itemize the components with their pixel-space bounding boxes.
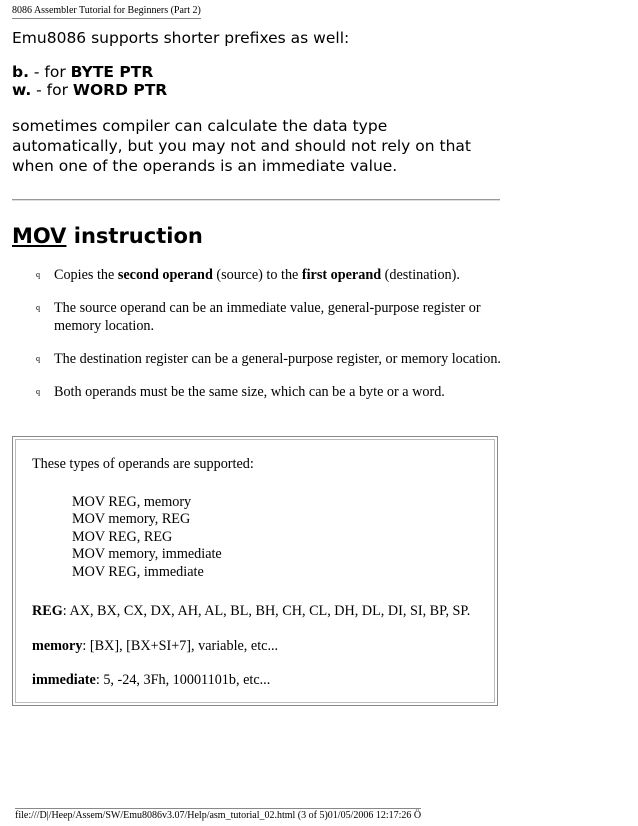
memory-label: memory <box>32 637 83 654</box>
list-item <box>36 299 501 335</box>
prefix-byte-key: b. <box>12 63 29 81</box>
section-title-rest: instruction <box>66 224 203 248</box>
mov-form: MOV memory, immediate <box>72 546 222 562</box>
bullet-icon: q <box>36 303 40 312</box>
mov-form: MOV REG, immediate <box>72 563 204 580</box>
bullet-text: The source operand can be an immediate value, general-purpose register or memory location. <box>54 300 481 334</box>
prefix-word-sep: - for <box>31 81 73 99</box>
list-item <box>36 350 501 368</box>
mov-form: MOV REG, memory <box>72 493 192 510</box>
bullet-text-part: Copies the <box>54 267 118 283</box>
reg-definition <box>32 603 482 621</box>
operand-types-intro: These types of operands are supported: <box>32 456 254 472</box>
prefix-word-key: w. <box>12 81 32 99</box>
bullet-icon: q <box>36 354 40 363</box>
footer-file-path: file:///D|/Heep/Assem/SW/Emu8086v3.07/Help/asm_tutorial_02.html (3 of 5)01/05/2006 12:17:26 Ö <box>15 810 422 821</box>
reg-text: : AX, BX, CX, DX, AH, AL, BL, BH, CH, CL, DH, DL, DI, SI, BP, SP. <box>62 603 471 619</box>
section-title <box>12 222 203 250</box>
intro-section <box>12 28 502 176</box>
prefix-byte-sep: - for <box>28 63 71 81</box>
memory-definition <box>32 638 482 656</box>
page-header-title: 8086 Assembler Tutorial for Beginners (Part 2) <box>12 5 201 16</box>
reg-label: REG <box>32 603 63 619</box>
operand-types-box <box>12 436 498 706</box>
bullet-icon: q <box>36 270 40 279</box>
bullet-text: The destination register can be a general-purpose register, or memory location. <box>54 351 501 367</box>
mov-form: MOV memory, REG <box>72 511 191 527</box>
page-header <box>12 5 201 19</box>
prefix-intro-text: Emu8086 supports shorter prefixes as well: <box>12 29 350 47</box>
bullet-text-part: (source) to the <box>212 267 302 283</box>
section-title-keyword: MOV <box>12 224 67 248</box>
page-footer <box>15 808 421 822</box>
list-item <box>36 383 501 401</box>
data-type-note: sometimes compiler can calculate the data type automatically, but you may not and should not rely on that when one of the operands is an immediate value. <box>12 117 471 175</box>
immediate-text: : 5, -24, 3Fh, 10001101b, etc... <box>95 672 271 688</box>
prefix-word-value: WORD PTR <box>72 81 168 99</box>
bullet-text: Both operands must be the same size, which can be a byte or a word. <box>54 384 445 400</box>
mov-rules-list <box>36 266 501 416</box>
list-item <box>36 266 501 284</box>
bullet-text-part: (destination). <box>381 267 460 283</box>
section-divider <box>12 199 500 201</box>
bullet-icon: q <box>36 387 40 396</box>
prefix-word-line <box>12 81 502 99</box>
operand-types-content <box>32 456 482 690</box>
operand-definitions <box>32 603 482 690</box>
memory-text: : [BX], [BX+SI+7], variable, etc... <box>82 637 279 654</box>
prefix-byte-value: BYTE PTR <box>70 63 154 81</box>
mov-forms-list <box>72 494 482 582</box>
mov-form: MOV REG, REG <box>72 528 173 545</box>
bullet-text-bold: second operand <box>117 267 213 283</box>
immediate-label: immediate <box>32 672 96 688</box>
prefix-byte-line <box>12 63 502 81</box>
bullet-text-bold: first operand <box>301 267 382 283</box>
immediate-definition <box>32 672 482 690</box>
operand-types-box-inner <box>15 439 495 703</box>
